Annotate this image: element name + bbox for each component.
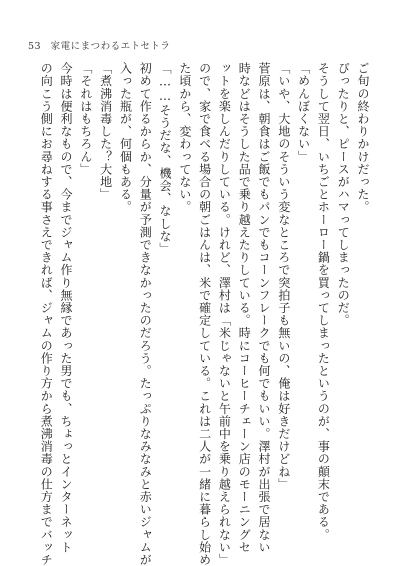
page-number: 53 <box>28 41 42 52</box>
text-line: 時などはそうした品で乗り越えたりしている。時にコーヒーチェーン店のモーニングセ <box>237 62 252 554</box>
text-line: 「めんぼくない」 <box>296 62 311 163</box>
body-text <box>35 62 372 566</box>
text-line: 「いや、大地のそういう変なところで突拍子も無いの、俺は好きだけどね」 <box>276 62 291 491</box>
text-line: 「煮沸消毒した？大地」 <box>98 62 113 201</box>
running-head <box>28 38 170 52</box>
text-line: 初めて作るからか、分量が予測できなかったのだろう。たっぷりなみなみと赤いジャムが <box>138 62 153 566</box>
text-line: そうして翌日、いちごとホーロー鍋を買ってしまったというのが、事の顛末である。 <box>316 62 331 541</box>
text-line: 今時は便利なもので、今までジャム作り無縁であった男でも、ちょっとインターネット <box>59 62 74 554</box>
text-line: ご旬の終わりかけだった。 <box>356 62 370 214</box>
text-line: 入った瓶が、何個もある。 <box>118 62 133 214</box>
text-line: 「それはもちろん」 <box>78 62 93 176</box>
text-line: 菅原は、朝食はご飯でもパンでもコーンフレークでも何でもいい。澤村が出張で居ない <box>257 62 272 554</box>
text-line: 「……そうだな、機会、なしな」 <box>158 62 173 255</box>
chapter-title: 家電にまつわるエトセトラ <box>50 41 171 52</box>
text-line: の向こう側にお尋ねする事さえできれば、ジャムの作り方から煮沸消毒の仕方までバッチ <box>39 62 54 566</box>
text-line: た頃から、変わってない。 <box>177 62 192 214</box>
text-line: ットを楽しんだりしている。けれど、澤村は「米じゃないと午前中を乗り越えられない」 <box>217 62 232 566</box>
text-line: ぴったりと、ピースがハマってしまったのだ。 <box>336 62 351 327</box>
text-line: ので、家で食べる場合の朝ごはんは、米で確定している。これは二人が一緒に暮らし始め <box>197 62 212 566</box>
